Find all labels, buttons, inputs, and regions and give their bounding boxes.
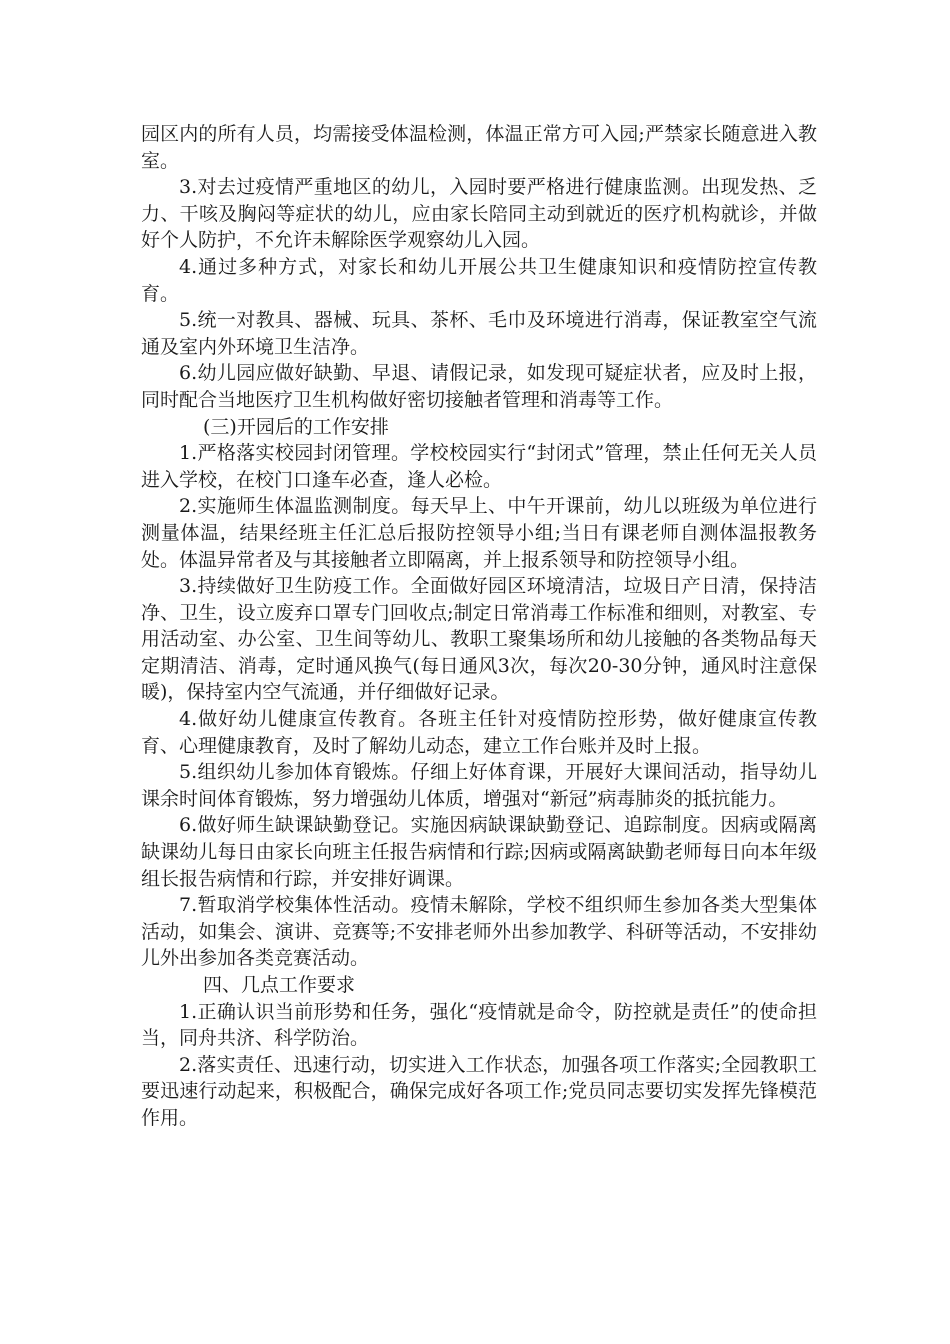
paragraph-after-4: 4.做好幼儿健康宣传教育。各班主任针对疫情防控形势，做好健康宣传教育、心理健康教育，及时了解幼儿动态，建立工作台账并及时上报。 [141, 708, 817, 757]
paragraph-item-3: 3.对去过疫情严重地区的幼儿，入园时要严格进行健康监测。出现发热、乏力、干咳及胸闷等症状的幼儿，应由家长陪同主动到就近的医疗机构就诊，并做好个人防护，不允许未解除医学观察幼儿入园。 [141, 176, 817, 252]
section-heading-after-opening: (三)开园后的工作安排 [203, 415, 389, 438]
paragraph-item-4: 4.通过多种方式，对家长和幼儿开展公共卫生健康知识和疫情防控宣传教育。 [141, 255, 817, 305]
paragraph-after-2: 2.实施师生体温监测制度。每天早上、中午开课前，幼儿以班级为单位进行测量体温，结果经班主任汇总后报防控领导小组;当日有课老师自测体温报教务处。体温异常者及与其接触者立即隔离，并上报系领导和防控领导小组。 [141, 495, 817, 571]
paragraph-req-1: 1.正确认识当前形势和任务，强化“疫情就是命令，防控就是责任”的使命担当，同舟共济、科学防治。 [141, 1000, 817, 1050]
paragraph-req-2: 2.落实责任、迅速行动，切实进入工作状态，加强各项工作落实;全园教职工要迅速行动起来，积极配合，确保完成好各项工作;党员同志要切实发挥先锋模范作用。 [141, 1053, 817, 1129]
paragraph-after-3: 3.持续做好卫生防疫工作。全面做好园区环境清洁，垃圾日产日清，保持洁净、卫生，设立废弃口罩专门回收点;制定日常消毒工作标准和细则，对教室、专用活动室、办公室、卫生间等幼儿、教职工聚集场所和幼儿接触的各类物品每天定期清洁、消毒，定时通风换气(每日通风3次，每次20-30分钟，通风时注意保暖)，保持室内空气流通，并仔细做好记录。 [141, 575, 817, 704]
paragraph-item-5: 5.统一对教具、器械、玩具、茶杯、毛巾及环境进行消毒，保证教室空气流通及室内外环境卫生洁净。 [141, 309, 817, 358]
section-heading-requirements: 四、几点工作要求 [203, 974, 356, 996]
paragraph-after-7: 7.暂取消学校集体性活动。疫情未解除，学校不组织师生参加各类大型集体活动，如集会、演讲、竞赛等;不安排老师外出参加教学、科研等活动，不安排幼儿外出参加各类竞赛活动。 [141, 894, 817, 970]
document-body [141, 121, 817, 1132]
paragraph-after-5: 5.组织幼儿参加体育锻炼。仔细上好体育课，开展好大课间活动，指导幼儿课余时间体育锻炼，努力增强幼儿体质，增强对“新冠”病毒肺炎的抵抗能力。 [141, 761, 817, 810]
paragraph-after-6: 6.做好师生缺课缺勤登记。实施因病缺课缺勤登记、追踪制度。因病或隔离缺课幼儿每日由家长向班主任报告病情和行踪;因病或隔离缺勤老师每日向本年级组长报告病情和行踪，并安排好调课。 [141, 814, 817, 890]
paragraph-continuation: 园区内的所有人员，均需接受体温检测，体温正常方可入园;严禁家长随意进入教室。 [141, 123, 817, 172]
paragraph-after-1: 1.严格落实校园封闭管理。学校校园实行“封闭式”管理，禁止任何无关人员进入学校，在校门口逢车必查，逢人必检。 [141, 442, 817, 491]
paragraph-item-6: 6.幼儿园应做好缺勤、早退、请假记录，如发现可疑症状者，应及时上报，同时配合当地医疗卫生机构做好密切接触者管理和消毒等工作。 [141, 362, 817, 411]
